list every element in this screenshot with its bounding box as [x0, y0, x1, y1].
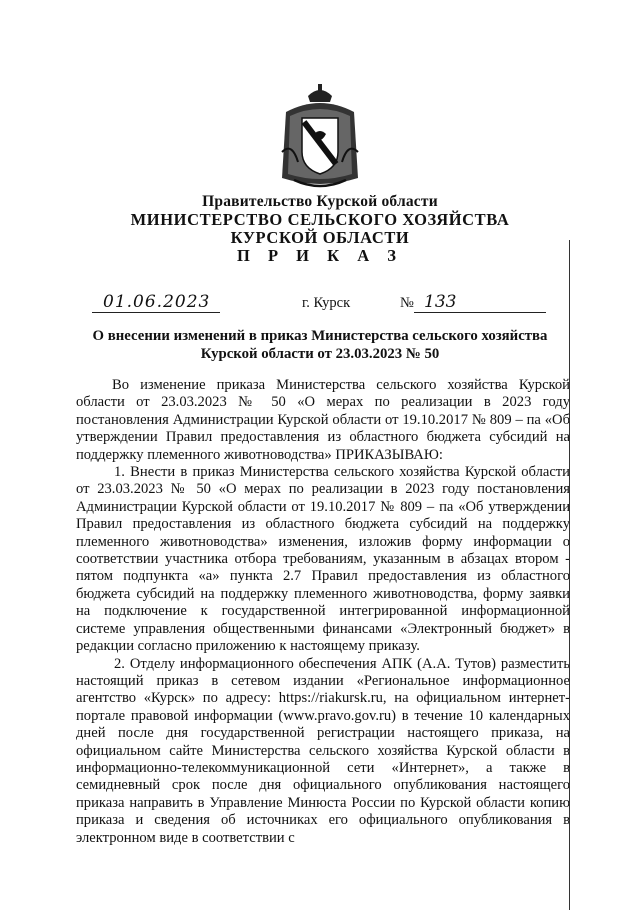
order-title-line1: О внесении изменений в приказ Министерства сельского хозяйства	[92, 328, 548, 344]
coat-of-arms-emblem	[278, 82, 362, 192]
item-1-paragraph: 1. Внести в приказ Министерства сельского хозяйства Курской области от 23.03.2023 № 50 «О мерах по реализации в 2023 году постановления Администрации Курской области от 19.10.2017 № 809 – па «Об утверждении Правил предоставления из областного бюджета субсидий на поддержку племенного животноводства» изменения, изложив форму информации о соответствии участника отбора требованиям, указанным в абзацах втором - пятом подпункта «а» пункта 2.7 Правил предоставления из областного бюджета субсидий на поддержку племенного животноводства, форму заявки на подключение к государственной интегрированной информационной системе управления общественными финансами «Электронный бюджет» в редакции согласно приложению к настоящему приказу.	[76, 464, 570, 655]
number-sign: №	[400, 295, 414, 311]
order-number: 133	[424, 292, 457, 312]
number-underline	[414, 312, 546, 313]
date-number-line	[0, 292, 640, 316]
order-title-line2: Курской области от 23.03.2023 № 50	[200, 346, 440, 362]
scan-margin-line	[569, 240, 570, 910]
document-type: П Р И К А З	[237, 246, 403, 265]
ministry-name-line2: КУРСКОЙ ОБЛАСТИ	[230, 228, 410, 247]
city-label: г. Курск	[302, 295, 351, 311]
ministry-name-line1: МИНИСТЕРСТВО СЕЛЬСКОГО ХОЗЯЙСТВА	[130, 210, 510, 229]
order-date: 01.06.2023	[103, 292, 211, 312]
order-title	[40, 327, 600, 363]
government-name: Правительство Курской области	[202, 193, 438, 210]
order-body	[76, 377, 570, 847]
item-2-paragraph: 2. Отделу информационного обеспечения АПК (А.А. Тутов) разместить настоящий приказ в сетевом издании «Региональное информационное агентство «Курск» по адресу: https://riakursk.ru, на официальном интернет-портале правовой информации (www.pravo.gov.ru) в течение 10 календарных дней после дня государственной регистрации настоящего приказа, на официальном сайте Министерства сельского хозяйства Курской области в информационно-телекоммуникационной сети «Интернет», а также в семидневный срок после дня официального опубликования настоящего приказа направить в Управление Минюста России по Курской области копию приказа и сведения об источниках его официального опубликования в электронном виде в соответствии с	[76, 655, 570, 846]
preamble-paragraph: Во изменение приказа Министерства сельского хозяйства Курской области от 23.03.2023 № 50 «О мерах по реализации в 2023 году постановления Администрации Курской области от 19.10.2017 № 809 – па «Об утверждении Правил предоставления из областного бюджета субсидий на поддержку племенного животноводства» ПРИКАЗЫВАЮ:	[76, 377, 570, 463]
date-underline	[92, 312, 220, 313]
